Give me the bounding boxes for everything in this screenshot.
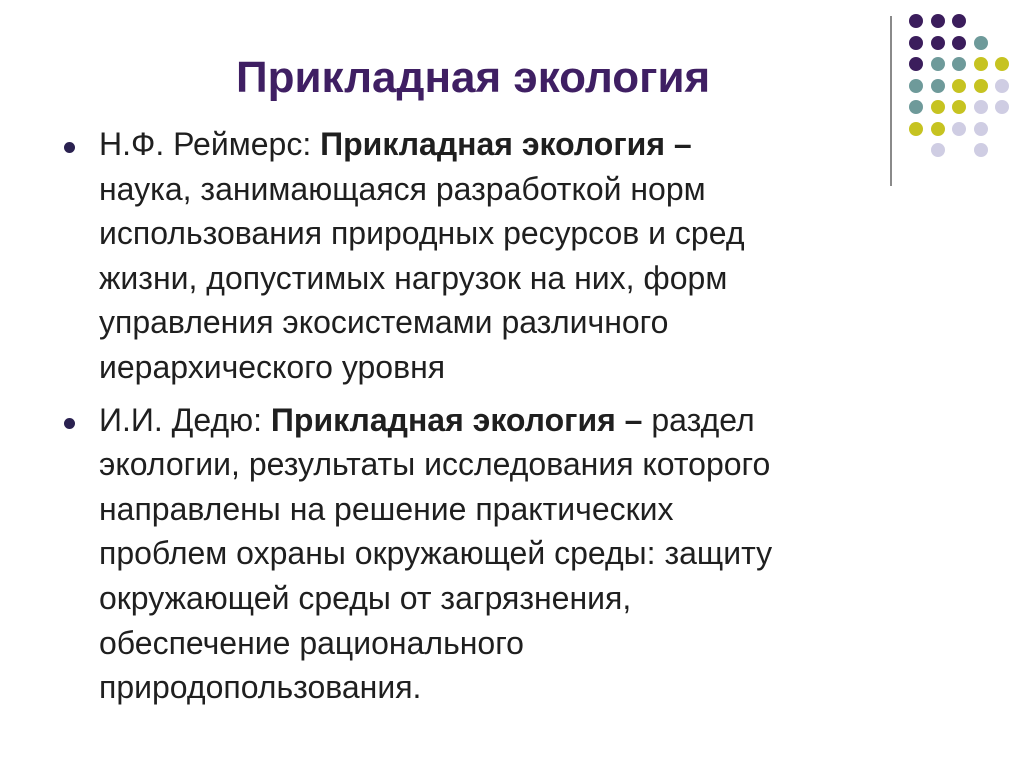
decorative-dot (909, 36, 923, 50)
bullet-line: обеспечение рационального (99, 624, 524, 661)
bullet-line: проблем охраны окружающей среды: защиту (99, 535, 773, 572)
bullet-line: направлены на решение практических (99, 490, 674, 527)
bullet-term: Прикладная экология – (320, 126, 692, 162)
bullet-line: экологии, результаты исследования которого (99, 446, 771, 483)
decorative-dot (931, 79, 945, 93)
bullet-dot-icon (64, 142, 75, 153)
decorative-dot (931, 36, 945, 50)
decorative-dot (974, 57, 988, 71)
bullet-line: использования природных ресурсов и сред (99, 215, 745, 252)
decorative-dot (909, 57, 923, 71)
decorative-dot (974, 143, 988, 157)
decorative-dot (931, 122, 945, 136)
bullet-term: Прикладная экология – (270, 401, 643, 438)
decorative-dot (952, 57, 966, 71)
decorative-dot (974, 122, 988, 136)
decorative-dot (995, 57, 1009, 71)
decorative-dot (931, 14, 945, 28)
decorative-dot (974, 36, 988, 50)
decorative-dot (995, 79, 1009, 93)
decorative-dot (952, 36, 966, 50)
bullet-author: И.И. Дедю: (99, 401, 271, 438)
decorative-dot (909, 100, 923, 114)
bullet-dedyu (60, 398, 900, 710)
bullet-rest: раздел (642, 401, 755, 438)
decorative-dot (909, 14, 923, 28)
bullet-author: Н.Ф. Реймерс: (99, 126, 321, 162)
bullet-line: управления экосистемами различного (99, 304, 669, 341)
decorative-dot (952, 79, 966, 93)
bullet-line: иерархического уровня (99, 348, 446, 385)
decorative-dot (931, 100, 945, 114)
decorative-dot (931, 143, 945, 157)
bullet-line: окружающей среды от загрязнения, (99, 579, 632, 616)
bullet-dot-icon (64, 418, 75, 429)
decorative-dot (952, 100, 966, 114)
decorative-dot (974, 79, 988, 93)
decorative-dot (909, 79, 923, 93)
decorative-dot (952, 122, 966, 136)
decorative-dot (952, 14, 966, 28)
bullet-list (60, 122, 900, 718)
decorative-dot (931, 57, 945, 71)
bullet-line: жизни, допустимых нагрузок на них, форм (99, 259, 728, 296)
bullet-line: наука, занимающаяся разработкой норм (99, 170, 706, 207)
decorative-dot (995, 100, 1009, 114)
decorative-dot (974, 100, 988, 114)
bullet-reimers (60, 122, 900, 390)
slide-title: Прикладная экология (236, 53, 711, 102)
bullet-line: природопользования. (99, 669, 422, 706)
decorative-dot (909, 122, 923, 136)
